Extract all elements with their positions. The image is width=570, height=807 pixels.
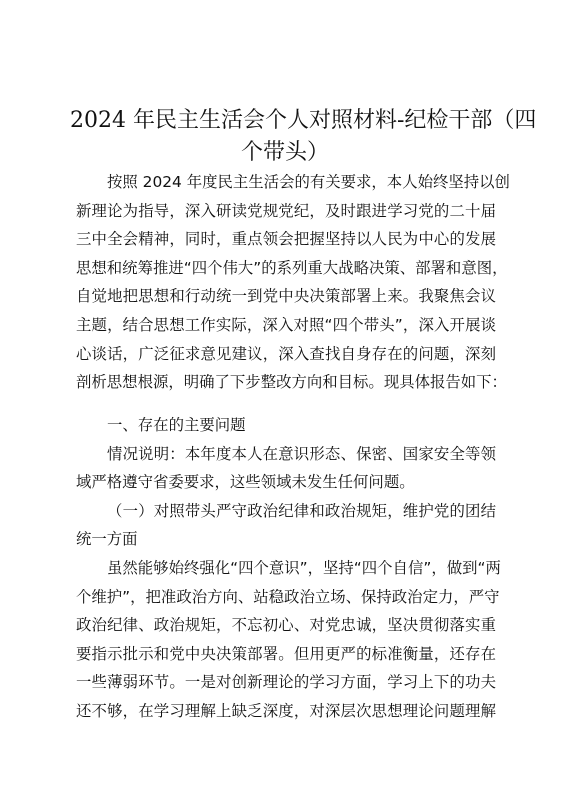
- body-paragraph-line: 个维护”，把准政治方向、站稳政治立场、保持政治定力，严守: [76, 587, 500, 606]
- intro-paragraph-line: 心谈话，广泛征求意见建议，深入查找自身存在的问题，深刻: [76, 344, 496, 363]
- body-paragraph-line: 虽然能够始终强化“四个意识”，坚持“四个自信”，做到“两: [107, 559, 501, 577]
- section-heading: 一、存在的主要问题: [107, 416, 246, 434]
- intro-paragraph-line: 主题，结合思想工作实际，深入对照“四个带头”，深入开展谈: [76, 316, 496, 334]
- body-paragraph-line: 一些薄弱环节。一是对创新理论的学习方面，学习上下的功夫: [76, 673, 496, 692]
- body-paragraph-line: 还不够，在学习理解上缺乏深度，对深层次思想理论问题理解: [76, 702, 496, 720]
- intro-paragraph-line: 思想和统筹推进“四个伟大”的系列重大战略决策、部署和意图，: [76, 258, 508, 277]
- intro-paragraph-line: 按照 2024 年度民主生活会的有关要求，本人始终坚持以创: [107, 173, 510, 191]
- intro-paragraph-line: 三中全会精神，同时，重点领会把握坚持以人民为中心的发展: [76, 230, 496, 249]
- title-line: 个带头）: [240, 140, 329, 165]
- subheading-line: （一）对照带头严守政治纪律和政治规矩，维护党的团结: [107, 501, 496, 520]
- body-paragraph-line: 政治纪律、政治规矩，不忘初心、对党忠诚，坚决贯彻落实重: [76, 616, 496, 635]
- intro-paragraph-line: 自觉地把思想和行动统一到党中央决策部署上来。我聚焦会议: [76, 287, 496, 306]
- intro-paragraph-line: 剖析思想根源，明确了下步整改方向和目标。现具体报告如下：: [76, 373, 507, 392]
- body-paragraph-line: 要指示批示和党中央决策部署。但用更严的标准衡量，还存在: [76, 644, 496, 663]
- title-line: 2024 年民主生活会个人对照材料-纪检干部（四: [70, 108, 537, 133]
- situation-line: 情况说明：本年度本人在意识形态、保密、国家安全等领: [107, 444, 496, 463]
- situation-line: 域严格遵守省委要求，这些领域未发生任何问题。: [76, 473, 415, 492]
- intro-paragraph-line: 新理论为指导，深入研读党规党纪，及时跟进学习党的二十届: [76, 201, 496, 220]
- subheading-line: 统一方面: [76, 530, 138, 549]
- document-title: [70, 105, 537, 169]
